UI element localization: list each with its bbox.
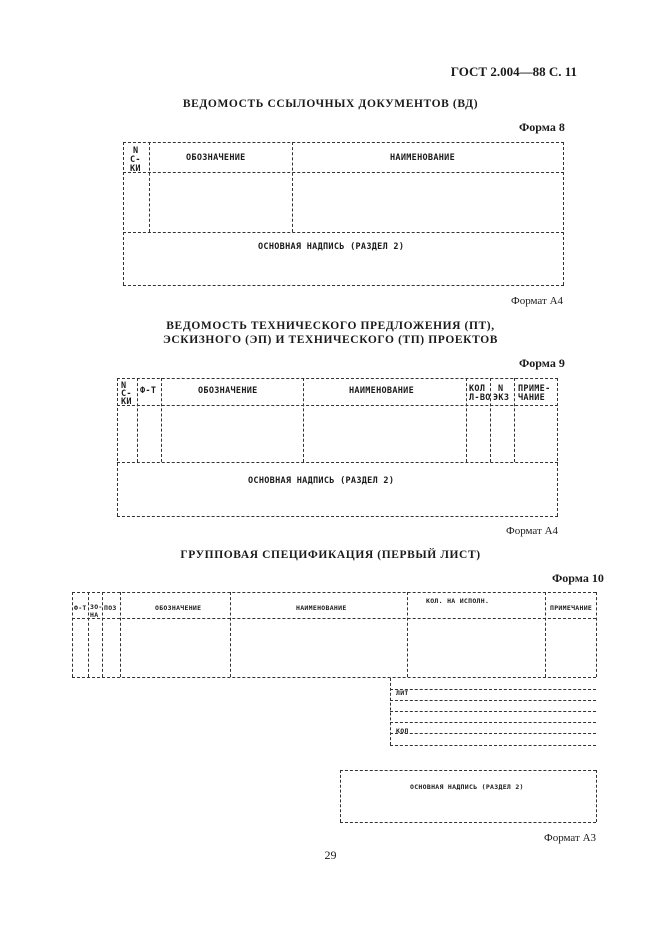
form9-col-note-line2: ЧАНИЕ [518,393,546,403]
form8-col-n-line1: N [133,146,139,156]
form10-row-kol: КОЛ [396,727,409,735]
form10-col-name: НАИМЕНОВАНИЕ [296,604,347,612]
form10-stamp: ОСНОВНАЯ НАДПИСЬ (РАЗДЕЛ 2) [410,783,524,791]
section2-form-label: Форма 9 [519,356,565,370]
form9-col-format: Ф-Т [140,386,157,396]
form9-stamp: ОСНОВНАЯ НАДПИСЬ (РАЗДЕЛ 2) [248,476,395,486]
form9-col-copy-line2: ЭКЗ [493,393,510,403]
form9-col-n-line1: N [121,381,127,391]
section2-title-line1: ВЕДОМОСТЬ ТЕХНИЧЕСКОГО ПРЕДЛОЖЕНИЯ (ПТ), [166,320,495,332]
form9-col-name: НАИМЕНОВАНИЕ [349,386,415,396]
form9-col-designation: ОБОЗНАЧЕНИЕ [198,386,258,396]
form10-col-format: Ф-Т [74,604,87,612]
page-header: ГОСТ 2.004—88 С. 11 [450,64,577,79]
section3-format-label: Формат А3 [544,832,597,844]
form8-stamp: ОСНОВНАЯ НАДПИСЬ (РАЗДЕЛ 2) [258,242,405,252]
form10-col-note: ПРИМЕЧАНИЕ [550,604,593,612]
section2-format-label: Формат А4 [506,525,559,537]
form9-col-qty-line2: Л-ВО [469,393,491,403]
section3-form-label: Форма 10 [552,571,604,585]
form10-col-qty: КОЛ. НА ИСПОЛН. [426,597,490,605]
form9-col-qty-line1: КОЛ [469,384,486,394]
form8-col-name: НАИМЕНОВАНИЕ [390,153,456,163]
form10-col-designation: ОБОЗНАЧЕНИЕ [155,604,202,612]
form8-col-n-line2: С- [130,155,141,165]
form9-col-copy-line1: N [498,384,504,394]
form9-col-note-line1: ПРИМЕ- [518,384,551,394]
form10-row-lit: ЛИТ [396,689,409,697]
section1-format-label: Формат А4 [511,295,564,307]
form9-col-n-line3: КИ [121,397,132,407]
section3-title: ГРУППОВАЯ СПЕЦИФИКАЦИЯ (ПЕРВЫЙ ЛИСТ) [180,549,481,561]
form10-col-zone-line1: ЗО- [90,603,103,611]
page-number: 29 [324,848,337,862]
form8-col-n-line3: КИ [130,164,141,174]
form10-col-pos: ПОЗ [104,604,117,612]
section1-form-label: Форма 8 [519,120,565,134]
section2-title-line2: ЭСКИЗНОГО (ЭП) И ТЕХНИЧЕСКОГО (ТП) ПРОЕКТОВ [162,334,499,346]
form10-col-zone-line2: НА [90,611,99,619]
form8-col-designation: ОБОЗНАЧЕНИЕ [186,153,246,163]
form9-col-n-line2: С- [121,389,132,399]
section1-title: ВЕДОМОСТЬ ССЫЛОЧНЫХ ДОКУМЕНТОВ (ВД) [182,98,479,110]
